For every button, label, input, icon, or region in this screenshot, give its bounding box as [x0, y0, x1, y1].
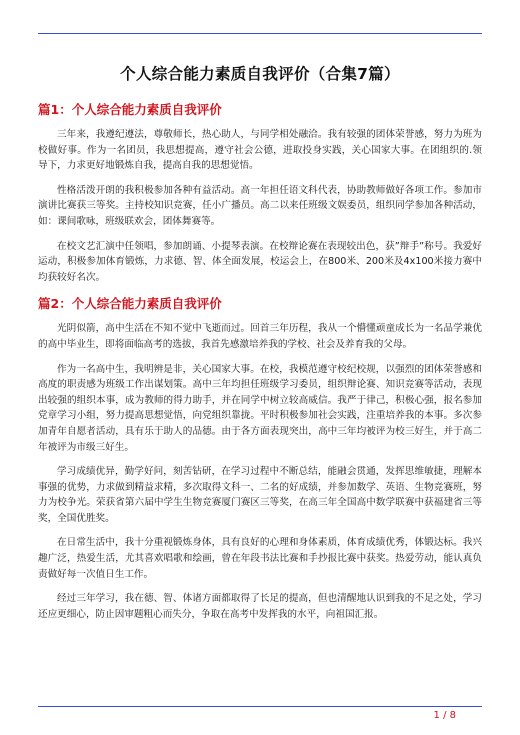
- paragraph: 经过三年学习，我在德、智、体诸方面都取得了长足的提高，但也清醒地认识到我的不足之处，学习还应更细心，防止因审题粗心而失分，争取在高考中发挥我的水平，向祖国汇报。: [38, 593, 482, 620]
- paragraph: 学习成绩优异，勤学好问，刻苦钻研，在学习过程中不断总结，能融会贯通，发挥思维敏捷，理解本事强的优势，力求做到精益求精，多次取得文科一、二名的好成绩，并参加数学、英语、生物竞赛班，努力为校争光。荣获省第六届中学生生物竞赛厦门赛区三等奖，在高三年全国高中数学联赛中获福建省三等奖，全国优胜奖。: [38, 466, 482, 524]
- section-heading-2: 篇2：个人综合能力素质自我评价: [38, 296, 222, 312]
- paragraph: 在日常生活中，我十分重视锻炼身体，具有良好的心理和身体素质，体育成绩优秀，体锻达标。我兴趣广泛，热爱生活，尤其喜欢唱歌和绘画，曾在年段书法比赛和手抄报比赛中获奖。热爱劳动，能认真负责做好每一次值日生工作。: [38, 537, 482, 580]
- paragraph: 性格活泼开朗的我积极参加各种有益活动。高一年担任语文科代表，协助教师做好各项工作。参加市演讲比赛获三等奖。主持校知识竞赛，任小广播员。高二以来任班级文娱委员，组织同学参加各种活动，如：课间歌咏，班级联欢会，团体舞赛等。: [38, 184, 482, 227]
- header-rule: [38, 33, 482, 34]
- section-heading-1: 篇1：个人综合能力素质自我评价: [38, 102, 222, 117]
- page-number: 1 / 8: [433, 710, 456, 721]
- document-title: 个人综合能力素质自我评价（合集7篇）: [120, 65, 400, 83]
- paragraph: 光阴似箭，高中生活在不知不觉中飞逝而过。回首三年历程，我从一个懵懂顽童成长为一名品学兼优的高中毕业生，即将面临高考的选拔，我首先感激培养我的学校、社会及养育我的父母。: [38, 323, 482, 350]
- paragraph: 在校文艺汇演中任领唱，参加朗诵、小提琴表演。在校辩论赛在表现较出色，获”辩手”称号。我爱好运动，积极参加体育锻炼，力求德、智、体全面发展，校运会上，在800米、200米及4x100米接力赛中均获较好名次。: [38, 240, 482, 283]
- footer-rule: [38, 706, 482, 707]
- document-body: [38, 62, 482, 631]
- paragraph: 作为一名高中生，我明辨是非，关心国家大事。在校，我模范遵守校纪校规，以强烈的团体荣誉感和高度的职责感为班级工作出谋划策。高中三年均担任班级学习委员，组织辩论赛、知识竞赛等活动，表现出较强的组织本事，成为教师的得力助手，并在同学中树立较高威信。我严于律己，积极心强，报名参加党章学习小组，努力提高思想觉悟，向党组织靠拢。平时积极参加社会实践，注重培养我的本事。多次参加青年自愿者活动，具有乐于助人的品德。由于各方面表现突出，高中三年均被评为校三好生，并于高二年被评为市级三好生。: [38, 363, 482, 453]
- paragraph: 三年来，我遵纪遵法，尊敬师长，热心助人，与同学相处融洽。我有较强的团体荣誉感，努力为班为校做好事。作为一名团员，我思想提高，遵守社会公德，进取投身实践，关心国家大事。在团组织的.领导下，力求更好地锻炼自我，提高自我的思想觉悟。: [38, 129, 482, 172]
